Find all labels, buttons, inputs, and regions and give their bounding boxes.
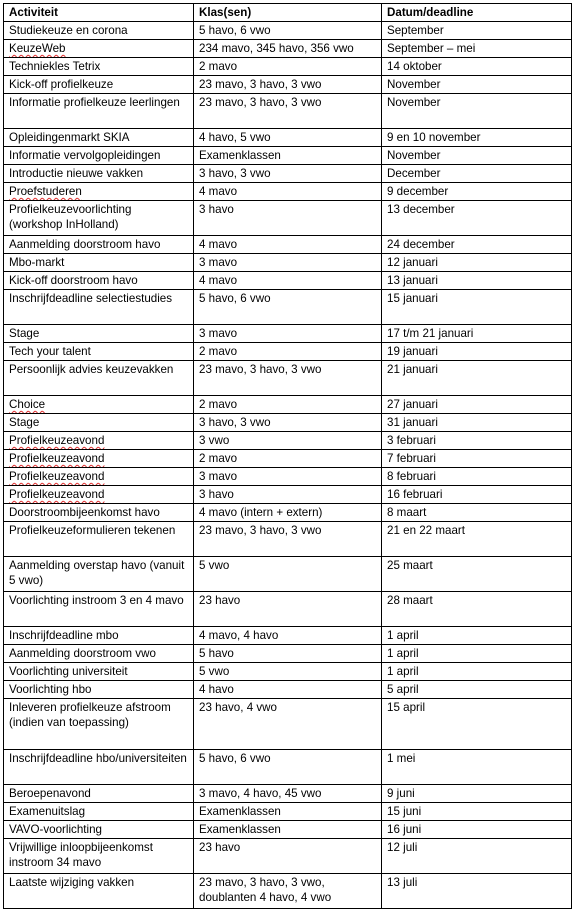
activity-cell: Kick-off profielkeuze [4, 76, 194, 94]
class-cell: 234 mavo, 345 havo, 356 vwo [194, 40, 382, 58]
class-cell: 23 mavo, 3 havo, 3 vwo [194, 522, 382, 557]
date-cell: 8 februari [382, 468, 572, 486]
table-row [4, 183, 572, 201]
date-cell: 5 april [382, 681, 572, 699]
date-cell: 9 en 10 november [382, 129, 572, 147]
activity-cell: Examenuitslag [4, 803, 194, 821]
date-cell: 12 januari [382, 254, 572, 272]
class-cell: 2 mavo [194, 450, 382, 468]
activity-cell: Aanmelding doorstroom havo [4, 236, 194, 254]
activity-cell: Choice [4, 396, 194, 414]
date-cell: 28 maart [382, 592, 572, 627]
table-row [4, 522, 572, 557]
activity-cell: Tech your talent [4, 343, 194, 361]
date-cell: 14 oktober [382, 58, 572, 76]
date-cell: 1 mei [382, 750, 572, 785]
date-cell: 1 april [382, 627, 572, 645]
activity-cell: Mbo-markt [4, 254, 194, 272]
activity-cell: Beroepenavond [4, 785, 194, 803]
table-row [4, 325, 572, 343]
table-row [4, 254, 572, 272]
date-cell: 1 april [382, 645, 572, 663]
activity-cell: Stage [4, 325, 194, 343]
activity-cell: Inschrijfdeadline mbo [4, 627, 194, 645]
table-header-row [4, 4, 572, 22]
table-row [4, 272, 572, 290]
table-row [4, 504, 572, 522]
table-row [4, 343, 572, 361]
activity-cell: Inleveren profielkeuze afstroom (indien van toepassing) [4, 699, 194, 750]
activity-cell: Profielkeuzevoorlichting (workshop InHolland) [4, 201, 194, 236]
class-cell: 4 mavo [194, 183, 382, 201]
date-cell: 19 januari [382, 343, 572, 361]
date-cell: September [382, 22, 572, 40]
activity-cell: Voorlichting hbo [4, 681, 194, 699]
table-row [4, 486, 572, 504]
activity-cell: Profielkeuzeavond [4, 432, 194, 450]
header-klassen: Klas(sen) [194, 4, 382, 22]
table-row [4, 58, 572, 76]
class-cell: 3 havo, 3 vwo [194, 165, 382, 183]
table-row [4, 699, 572, 750]
class-cell: 3 mavo, 4 havo, 45 vwo [194, 785, 382, 803]
activity-cell: Profielkeuzeavond [4, 450, 194, 468]
header-activiteit: Activiteit [4, 4, 194, 22]
date-cell: September – mei [382, 40, 572, 58]
date-cell: 7 februari [382, 450, 572, 468]
activity-cell: KeuzeWeb [4, 40, 194, 58]
class-cell: 4 mavo [194, 272, 382, 290]
table-row [4, 557, 572, 592]
activity-cell: Voorlichting instroom 3 en 4 mavo [4, 592, 194, 627]
class-cell: 3 havo, 3 vwo [194, 414, 382, 432]
class-cell: 5 havo [194, 645, 382, 663]
date-cell: 24 december [382, 236, 572, 254]
activity-cell: Inschrijfdeadline selectiestudies [4, 290, 194, 325]
class-cell: 4 havo [194, 681, 382, 699]
class-cell: 5 vwo [194, 557, 382, 592]
activity-cell: VAVO-voorlichting [4, 821, 194, 839]
table-row [4, 821, 572, 839]
date-cell: 31 januari [382, 414, 572, 432]
date-cell: 8 maart [382, 504, 572, 522]
date-cell: 15 april [382, 699, 572, 750]
table-body [4, 22, 572, 909]
class-cell: 5 havo, 6 vwo [194, 750, 382, 785]
activity-cell: Laatste wijziging vakken [4, 874, 194, 909]
class-cell: 23 mavo, 3 havo, 3 vwo [194, 76, 382, 94]
class-cell: Examenklassen [194, 803, 382, 821]
activity-cell: Profielkeuzeavond [4, 486, 194, 504]
class-cell: 4 mavo, 4 havo [194, 627, 382, 645]
date-cell: November [382, 76, 572, 94]
date-cell: 15 januari [382, 290, 572, 325]
table-row [4, 76, 572, 94]
date-cell: 13 juli [382, 874, 572, 909]
table-row [4, 750, 572, 785]
table-row [4, 165, 572, 183]
class-cell: 4 mavo (intern + extern) [194, 504, 382, 522]
table-row [4, 22, 572, 40]
table-row [4, 236, 572, 254]
header-datum: Datum/deadline [382, 4, 572, 22]
table-row [4, 681, 572, 699]
table-row [4, 874, 572, 909]
class-cell: 2 mavo [194, 343, 382, 361]
date-cell: November [382, 94, 572, 129]
activity-cell: Persoonlijk advies keuzevakken [4, 361, 194, 396]
class-cell: 4 havo, 5 vwo [194, 129, 382, 147]
activity-cell: Stage [4, 414, 194, 432]
table-row [4, 147, 572, 165]
activity-cell: Profielkeuzeformulieren tekenen [4, 522, 194, 557]
table-row [4, 201, 572, 236]
table-row [4, 290, 572, 325]
class-cell: 5 vwo [194, 663, 382, 681]
class-cell: 2 mavo [194, 396, 382, 414]
date-cell: 16 juni [382, 821, 572, 839]
class-cell: 3 mavo [194, 254, 382, 272]
activity-cell: Profielkeuzeavond [4, 468, 194, 486]
table-row [4, 839, 572, 874]
date-cell: 17 t/m 21 januari [382, 325, 572, 343]
table-row [4, 432, 572, 450]
class-cell: 4 mavo [194, 236, 382, 254]
table-row [4, 663, 572, 681]
activity-cell: Kick-off doorstroom havo [4, 272, 194, 290]
date-cell: 21 en 22 maart [382, 522, 572, 557]
activity-cell: Vrijwillige inloopbijeenkomst instroom 34 mavo [4, 839, 194, 874]
table-row [4, 396, 572, 414]
date-cell: 3 februari [382, 432, 572, 450]
table-row [4, 785, 572, 803]
class-cell: 3 havo [194, 201, 382, 236]
date-cell: 27 januari [382, 396, 572, 414]
table-row [4, 645, 572, 663]
class-cell: 3 vwo [194, 432, 382, 450]
class-cell: 23 havo, 4 vwo [194, 699, 382, 750]
date-cell: 25 maart [382, 557, 572, 592]
date-cell: December [382, 165, 572, 183]
activity-cell: Doorstroombijeenkomst havo [4, 504, 194, 522]
class-cell: 23 mavo, 3 havo, 3 vwo [194, 94, 382, 129]
table-row [4, 592, 572, 627]
activity-cell: Aanmelding doorstroom vwo [4, 645, 194, 663]
activity-schedule-table [3, 3, 572, 909]
table-row [4, 803, 572, 821]
activity-cell: Voorlichting universiteit [4, 663, 194, 681]
class-cell: 23 havo [194, 592, 382, 627]
date-cell: 16 februari [382, 486, 572, 504]
table-row [4, 450, 572, 468]
date-cell: 15 juni [382, 803, 572, 821]
class-cell: 23 mavo, 3 havo, 3 vwo, doublanten 4 havo, 4 vwo [194, 874, 382, 909]
table-row [4, 40, 572, 58]
class-cell: Examenklassen [194, 147, 382, 165]
class-cell: 3 mavo [194, 325, 382, 343]
class-cell: 5 havo, 6 vwo [194, 22, 382, 40]
class-cell: 23 havo [194, 839, 382, 874]
activity-cell: Techniekles Tetrix [4, 58, 194, 76]
date-cell: 12 juli [382, 839, 572, 874]
date-cell: 21 januari [382, 361, 572, 396]
activity-cell: Studiekeuze en corona [4, 22, 194, 40]
class-cell: 2 mavo [194, 58, 382, 76]
date-cell: November [382, 147, 572, 165]
class-cell: 23 mavo, 3 havo, 3 vwo [194, 361, 382, 396]
date-cell: 13 januari [382, 272, 572, 290]
activity-cell: Informatie profielkeuze leerlingen [4, 94, 194, 129]
date-cell: 13 december [382, 201, 572, 236]
activity-cell: Informatie vervolgopleidingen [4, 147, 194, 165]
activity-cell: Introductie nieuwe vakken [4, 165, 194, 183]
activity-cell: Inschrijfdeadline hbo/universiteiten [4, 750, 194, 785]
table-row [4, 361, 572, 396]
table-row [4, 627, 572, 645]
activity-cell: Aanmelding overstap havo (vanuit 5 vwo) [4, 557, 194, 592]
activity-cell: Proefstuderen [4, 183, 194, 201]
date-cell: 1 april [382, 663, 572, 681]
class-cell: 3 mavo [194, 468, 382, 486]
table-row [4, 94, 572, 129]
date-cell: 9 december [382, 183, 572, 201]
table-row [4, 414, 572, 432]
activity-cell: Opleidingenmarkt SKIA [4, 129, 194, 147]
class-cell: 5 havo, 6 vwo [194, 290, 382, 325]
table-row [4, 129, 572, 147]
class-cell: 3 havo [194, 486, 382, 504]
class-cell: Examenklassen [194, 821, 382, 839]
date-cell: 9 juni [382, 785, 572, 803]
table-row [4, 468, 572, 486]
